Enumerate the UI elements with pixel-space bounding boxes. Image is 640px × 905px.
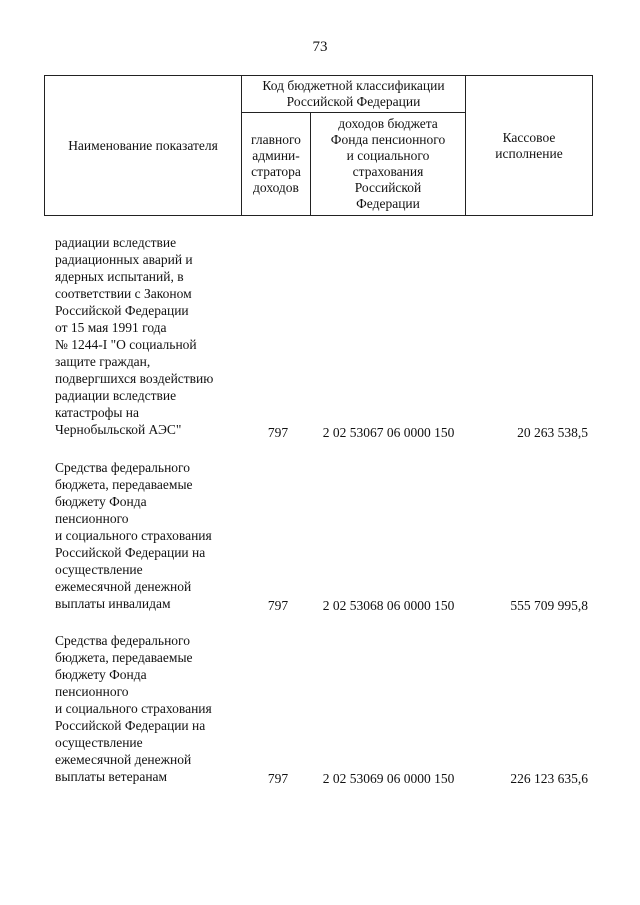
table-row-amount: 555 709 995,8	[510, 598, 588, 613]
table-row-admin: 797	[267, 598, 289, 613]
header-name-column: Наименование показателя	[68, 137, 218, 153]
table-row-name: радиации вследствие радиационных аварий и ядерных испытаний, в соответствии с Законом Российской Федерации от 15 мая 1991 года № 1244-I "О социальной защите граждан, подвергшихся воздействию радиации вследствие катастрофы на Чернобыльской АЭС"	[55, 235, 214, 437]
table-row-name: Средства федерального бюджета, передаваемые бюджету Фонда пенсионного и социального страхования Российской Федерации на осуществление ежемесячной денежной выплаты инвалидам	[55, 460, 212, 611]
table-row-code: 2 02 53067 06 0000 150	[322, 425, 455, 440]
table-row-admin: 797	[267, 425, 289, 440]
header-income-column: доходов бюджета Фонда пенсионного и социального страхования Российской Федерации	[330, 116, 446, 211]
header-code-group: Код бюджетной классификации Российской Федерации	[262, 78, 445, 109]
header-admin-column: главного админи- стратора доходов	[251, 132, 301, 195]
table-row-amount: 20 263 538,5	[517, 425, 588, 440]
table-row-admin: 797	[267, 771, 289, 786]
header-exec-column: Кассовое исполнение	[495, 129, 563, 161]
table-row-code: 2 02 53068 06 0000 150	[322, 598, 455, 613]
table-row-code: 2 02 53069 06 0000 150	[322, 771, 455, 786]
table-row-amount: 226 123 635,6	[510, 771, 588, 786]
table-row-name: Средства федерального бюджета, передаваемые бюджету Фонда пенсионного и социального страхования Российской Федерации на осуществление ежемесячной денежной выплаты ветеранам	[55, 633, 212, 784]
page-number: 73	[312, 39, 328, 55]
